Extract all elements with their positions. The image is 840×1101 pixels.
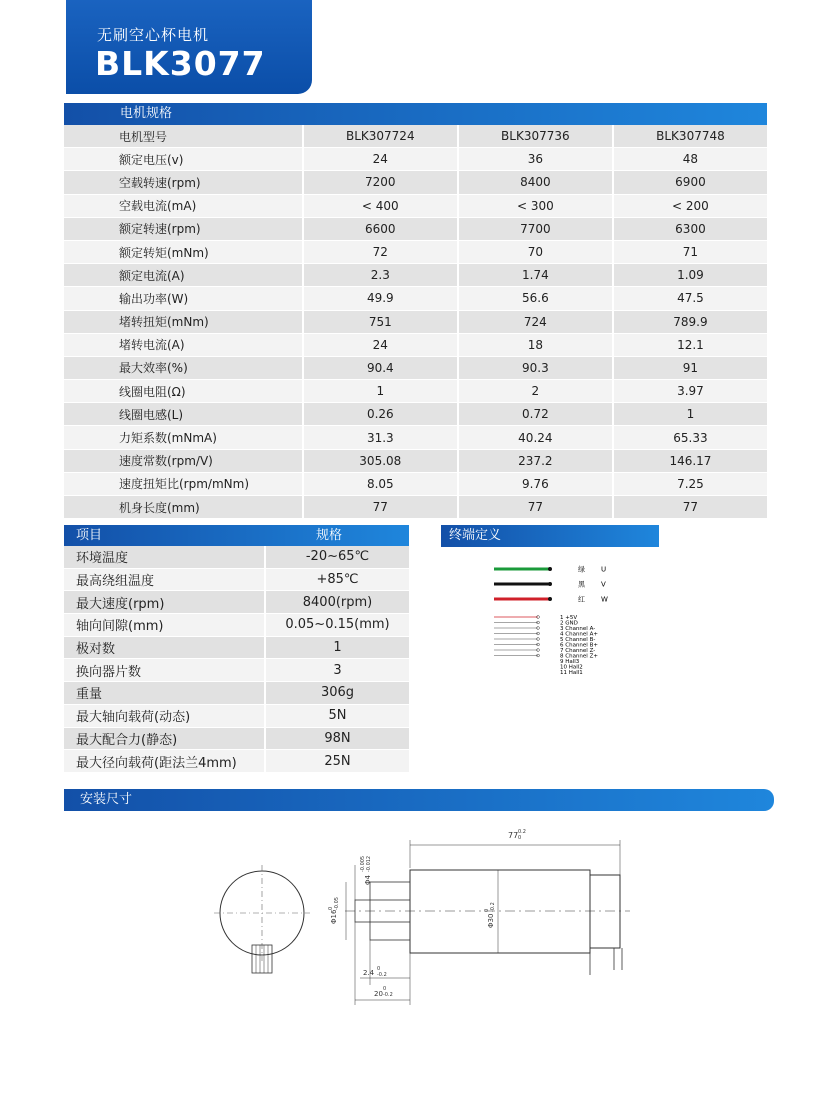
spec-row-value: 56.6 [457, 287, 612, 310]
dim-dia-tol: 0 [484, 908, 490, 912]
spec-row-value: 24 [302, 334, 457, 357]
spec-row-value: 6900 [612, 171, 767, 194]
spec-row-value: 146.17 [612, 450, 767, 473]
pin-label: 6 Channel B+ [560, 642, 598, 649]
spec-row-value: BLK307736 [457, 125, 612, 148]
dim-flange-tol: 0 [328, 906, 334, 910]
env-row [64, 705, 409, 728]
product-subtitle: 无刷空心杯电机 [97, 26, 210, 44]
spec-row [64, 125, 767, 148]
env-row-value: 98N [264, 728, 409, 751]
spec-table [64, 125, 767, 519]
spec-row-value: 7700 [457, 218, 612, 241]
env-title-bar [64, 525, 409, 547]
spec-row-value: 40.24 [457, 426, 612, 449]
spec-row [64, 450, 767, 473]
env-row [64, 750, 409, 773]
spec-row-value: 65.33 [612, 426, 767, 449]
pin-label: 10 Hall2 [560, 664, 583, 671]
spec-row-value: 77 [612, 496, 767, 519]
spec-row-value: 31.3 [302, 426, 457, 449]
terminal-title: 终端定义 [449, 528, 502, 543]
env-row [64, 728, 409, 751]
spec-row-value: 2.3 [302, 264, 457, 287]
spec-row-value: 48 [612, 148, 767, 171]
phase-name-label: V [601, 580, 606, 589]
install-title: 安装尺寸 [80, 792, 133, 807]
terminal-title-bar [441, 525, 659, 547]
pin-label: 2 GND [560, 620, 578, 627]
env-row-label: 最高绕组温度 [64, 569, 264, 592]
env-row-value: 8400(rpm) [264, 591, 409, 614]
dim-shaft-tol: -0.005 [360, 855, 366, 872]
env-row-value: 3 [264, 659, 409, 682]
spec-row-label: 电机型号 [64, 125, 302, 148]
phase-wire-end [548, 567, 552, 571]
env-row [64, 569, 409, 592]
dim-shaft-len: 20 [374, 990, 383, 998]
env-row-label: 环境温度 [64, 546, 264, 569]
spec-title-bar [64, 103, 767, 125]
spec-row-value: 71 [612, 241, 767, 264]
env-row-label: 最大速度(rpm) [64, 591, 264, 614]
dim-boss-tol-lo: -0.2 [377, 972, 387, 978]
env-row [64, 546, 409, 569]
spec-row-value: 36 [457, 148, 612, 171]
spec-row-value: 90.4 [302, 357, 457, 380]
spec-row [64, 473, 767, 496]
spec-row [64, 241, 767, 264]
pin-label: 7 Channel Z- [560, 648, 596, 654]
env-row-value: -20~65℃ [264, 546, 409, 569]
phase-color-label: 黑 [578, 580, 585, 589]
spec-row-value: 1.74 [457, 264, 612, 287]
spec-row [64, 195, 767, 218]
spec-row-value: 90.3 [457, 357, 612, 380]
spec-row-value: 24 [302, 148, 457, 171]
product-model: BLK3077 [95, 44, 266, 83]
spec-row-value: 18 [457, 334, 612, 357]
env-row-value: 0.05~0.15(mm) [264, 614, 409, 637]
dim-dia-tol-lo: -0.2 [490, 902, 496, 912]
spec-row [64, 218, 767, 241]
env-row-label: 最大径向载荷(距法兰4mm) [64, 750, 264, 773]
dim-shaft-tol-lo: -0.012 [366, 855, 372, 872]
pin-label: 5 Channel B- [560, 637, 596, 643]
spec-row-value: 3.97 [612, 380, 767, 403]
spec-row [64, 496, 767, 519]
spec-row-value: 91 [612, 357, 767, 380]
spec-row-label: 额定转速(rpm) [64, 218, 302, 241]
dim-boss-tol: 0 [377, 966, 381, 972]
env-row [64, 614, 409, 637]
pin-label: 4 Channel A+ [560, 631, 598, 638]
env-col-item: 项目 [76, 528, 103, 543]
phase-color-label: 红 [578, 595, 585, 604]
spec-row-label: 堵转扭矩(mNm) [64, 311, 302, 334]
pin-label: 1 +5V [560, 615, 578, 621]
spec-row-value: BLK307724 [302, 125, 457, 148]
spec-row-value: 237.2 [457, 450, 612, 473]
env-row-label: 换向器片数 [64, 659, 264, 682]
dim-shaft-len-tol: 0 [383, 986, 387, 992]
spec-row [64, 171, 767, 194]
spec-row-label: 额定电压(v) [64, 148, 302, 171]
pin-label: 11 Hall1 [560, 670, 583, 676]
spec-row-value: < 200 [612, 195, 767, 218]
spec-row-value: 751 [302, 311, 457, 334]
dim-flange-tol-lo: -0.05 [334, 897, 340, 910]
spec-row-value: 47.5 [612, 287, 767, 310]
env-row-label: 轴向间隙(mm) [64, 614, 264, 637]
spec-row-value: 8.05 [302, 473, 457, 496]
pin-label: 9 Hall3 [560, 659, 580, 665]
spec-row [64, 426, 767, 449]
spec-row-value: 7.25 [612, 473, 767, 496]
env-row [64, 637, 409, 660]
spec-row-value: 789.9 [612, 311, 767, 334]
spec-row-label: 额定转矩(mNm) [64, 241, 302, 264]
env-row [64, 591, 409, 614]
dim-shaft: Φ4 [364, 875, 372, 885]
spec-row-label: 输出功率(W) [64, 287, 302, 310]
spec-row-value: 0.72 [457, 403, 612, 426]
spec-row [64, 380, 767, 403]
dim-length-tol: 0.2 [518, 829, 526, 835]
wiring-diagram [490, 560, 640, 710]
header-tab [66, 0, 312, 94]
spec-row-label: 线圈电阻(Ω) [64, 380, 302, 403]
spec-row-value: 7200 [302, 171, 457, 194]
env-row-value: 306g [264, 682, 409, 705]
spec-row-value: 0.26 [302, 403, 457, 426]
env-row-value: 5N [264, 705, 409, 728]
dim-flange: Φ16 [330, 909, 338, 924]
env-row [64, 682, 409, 705]
env-row-value: 25N [264, 750, 409, 773]
dim-shaft-len-tol-lo: -0.2 [383, 992, 393, 998]
spec-row [64, 403, 767, 426]
spec-row [64, 357, 767, 380]
spec-row-value: 724 [457, 311, 612, 334]
dim-boss: 2.4 [363, 969, 375, 977]
spec-row-value: 72 [302, 241, 457, 264]
env-row-label: 重量 [64, 682, 264, 705]
install-title-bar [64, 789, 774, 811]
spec-title: 电机规格 [120, 106, 173, 121]
spec-row-value: 9.76 [457, 473, 612, 496]
spec-row-value: 305.08 [302, 450, 457, 473]
spec-row-label: 速度常数(rpm/V) [64, 450, 302, 473]
spec-row-label: 速度扭矩比(rpm/mNm) [64, 473, 302, 496]
spec-row-label: 堵转电流(A) [64, 334, 302, 357]
phase-name-label: W [601, 595, 608, 604]
spec-row-value: 70 [457, 241, 612, 264]
env-row [64, 659, 409, 682]
phase-name-label: U [601, 565, 607, 574]
env-row-label: 最大轴向载荷(动态) [64, 705, 264, 728]
spec-row-value: 12.1 [612, 334, 767, 357]
spec-row-value: BLK307748 [612, 125, 767, 148]
spec-row [64, 148, 767, 171]
env-table [64, 546, 409, 773]
spec-row-value: < 400 [302, 195, 457, 218]
env-row-label: 最大配合力(静态) [64, 728, 264, 751]
spec-row-value: 77 [457, 496, 612, 519]
pin-label: 8 Channel Z+ [560, 653, 598, 660]
end-view [214, 865, 310, 973]
spec-row-label: 空载电流(mA) [64, 195, 302, 218]
side-view [328, 829, 630, 1005]
spec-row [64, 311, 767, 334]
spec-row-value: 6300 [612, 218, 767, 241]
spec-row-label: 力矩系数(mNmA) [64, 426, 302, 449]
phase-wire-end [548, 597, 552, 601]
env-col-spec: 规格 [316, 528, 343, 543]
phase-color-label: 绿 [578, 565, 585, 574]
env-row-value: +85℃ [264, 569, 409, 592]
spec-row-value: 1 [612, 403, 767, 426]
spec-row-value: 49.9 [302, 287, 457, 310]
pin-label: 3 Channel A- [560, 626, 596, 632]
spec-row-value: 2 [457, 380, 612, 403]
dim-length-tol-lo: 0 [518, 835, 522, 841]
spec-row-value: 6600 [302, 218, 457, 241]
env-row-label: 极对数 [64, 637, 264, 660]
spec-row [64, 287, 767, 310]
spec-row-value: 1 [302, 380, 457, 403]
spec-row-value: 77 [302, 496, 457, 519]
phase-wire-end [548, 582, 552, 586]
spec-row-label: 额定电流(A) [64, 264, 302, 287]
spec-row [64, 334, 767, 357]
dim-dia: Φ30 [487, 913, 495, 928]
spec-row-label: 线圈电感(L) [64, 403, 302, 426]
dimension-drawing [210, 820, 640, 1020]
spec-row-value: < 300 [457, 195, 612, 218]
spec-row-value: 1.09 [612, 264, 767, 287]
spec-row-label: 机身长度(mm) [64, 496, 302, 519]
spec-row-value: 8400 [457, 171, 612, 194]
spec-row-label: 空载转速(rpm) [64, 171, 302, 194]
spec-row [64, 264, 767, 287]
env-row-value: 1 [264, 637, 409, 660]
spec-row-label: 最大效率(%) [64, 357, 302, 380]
dim-length: 77 [508, 831, 519, 840]
